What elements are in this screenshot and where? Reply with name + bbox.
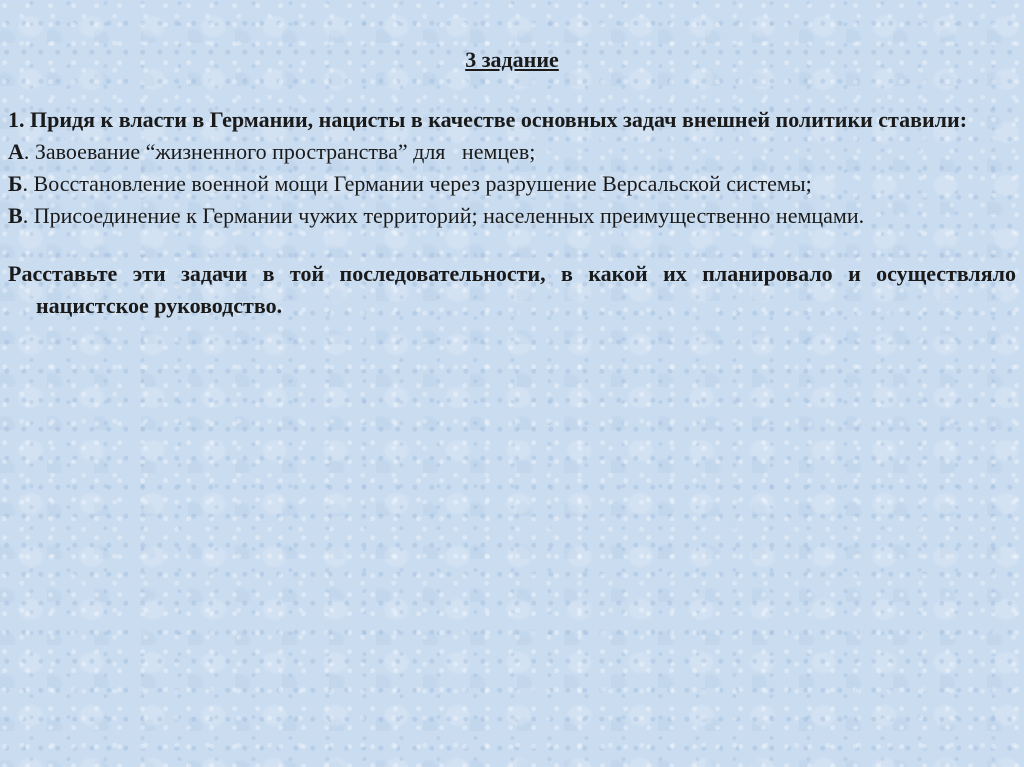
option-a <box>8 136 1016 168</box>
question-number: 1 <box>8 107 19 132</box>
slide-content <box>8 104 1016 322</box>
option-c <box>8 200 1016 232</box>
spacer <box>8 232 1016 258</box>
instruction: Расставьте эти задачи в той последовательности, в какой их планировало и осуществляло нацистское руководство. <box>8 261 1016 318</box>
option-text: . Завоевание “жизненного пространства” для немцев; <box>23 139 536 164</box>
option-letter: В <box>8 203 23 228</box>
option-b <box>8 168 1016 200</box>
option-text: . Присоединение к Германии чужих территорий; населенных преимущественно немцами. <box>22 203 865 228</box>
question <box>8 104 1016 136</box>
option-letter: А <box>8 139 24 164</box>
question-text: . Придя к власти в Германии, нацисты в качестве основных задач внешней политики ставили: <box>19 107 968 132</box>
slide-title: 3 задание <box>465 47 559 72</box>
option-text: . Восстановление военной мощи Германии через разрушение Версальской системы; <box>22 171 812 196</box>
option-letter: Б <box>8 171 23 196</box>
